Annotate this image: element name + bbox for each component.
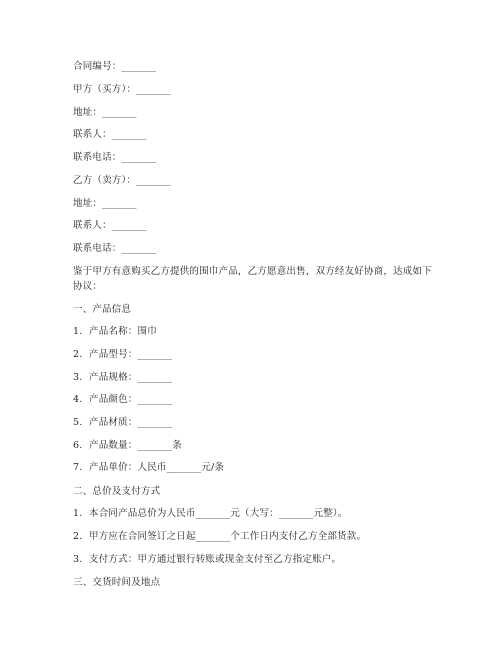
clause-number: 5.: [73, 417, 83, 428]
party-a-contact: 联系人：_______: [73, 129, 147, 140]
clause-number: 7.: [73, 462, 83, 473]
clause-text: 本合同产品总价为人民币_______元（大写：_______元整）。: [89, 508, 348, 519]
clause-item: [73, 325, 157, 338]
section-title: 一、产品信息: [73, 304, 132, 315]
clause-number: 4.: [73, 394, 83, 405]
contract-number: 合同编号：_______: [73, 61, 157, 72]
section-title: 三、交货时间及地点: [73, 577, 161, 588]
clause-item: [73, 439, 182, 452]
clause-item: [73, 416, 172, 429]
section-title: 二、总价及支付方式: [73, 486, 161, 497]
party-a-address: 地址：_______: [73, 107, 137, 118]
clause-text: 产品材质：_______: [89, 417, 173, 428]
clause-number: 2.: [73, 531, 83, 542]
clause-text: 支付方式：甲方通过银行转账或现金支付至乙方指定账户。: [89, 554, 342, 565]
intro-paragraph: 鉴于甲方有意购买乙方提供的围巾产品，乙方愿意出售，双方经友好协商，达成如下协议：: [73, 266, 432, 292]
party-b-phone: 联系电话：_______: [73, 243, 157, 254]
clause-number: 2.: [73, 349, 83, 360]
clause-item: [73, 461, 224, 474]
clause-text: 产品型号：_______: [89, 349, 173, 360]
clause-item: [73, 348, 172, 361]
clause-item: [73, 507, 348, 520]
clause-text: 产品名称：围巾: [89, 326, 157, 337]
clause-text: 产品单价：人民币_______元/条: [89, 462, 225, 473]
clause-text: 产品规格：_______: [89, 372, 173, 383]
clause-item: [73, 553, 341, 566]
party-b: 乙方（卖方）：_______: [73, 175, 171, 186]
party-b-contact: 联系人：_______: [73, 220, 147, 231]
clause-number: 1.: [73, 326, 83, 337]
clause-number: 3.: [73, 554, 83, 565]
clause-item: [73, 371, 172, 384]
clause-number: 1.: [73, 508, 83, 519]
clause-item: [73, 530, 366, 543]
party-a-phone: 联系电话：_______: [73, 152, 157, 163]
party-a: 甲方（买方）：_______: [73, 84, 171, 95]
clause-text: 甲方应在合同签订之日起_______个工作日内支付乙方全部货款。: [89, 531, 367, 542]
party-b-address: 地址：_______: [73, 198, 137, 209]
clause-number: 3.: [73, 372, 83, 383]
clause-text: 产品数量：_______条: [89, 440, 182, 451]
clause-number: 6.: [73, 440, 83, 451]
clause-text: 产品颜色：_______: [89, 394, 173, 405]
clause-item: [73, 393, 172, 406]
